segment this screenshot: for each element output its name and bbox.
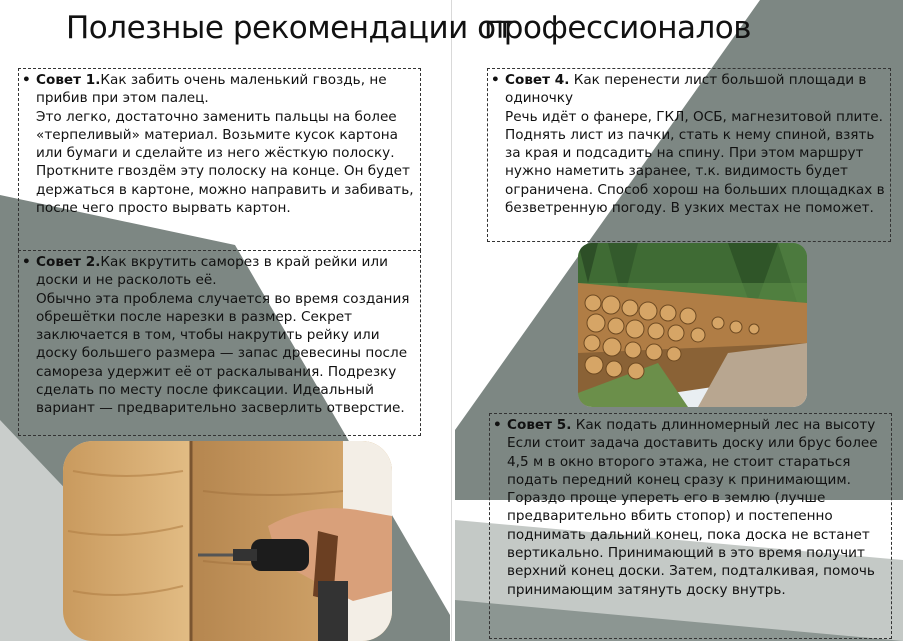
- tip-body: Обычно эта проблема случается во время создания обрешётки после нарезки в размер. Секрет заключается в том, чтобы накрутить рейку или доску большего размера — запас древесины после самореза удержит её от раскалывания. Подрезку сделать по месту после фиксации. Идеальный вариант — предварительно засверлить отверстие.: [36, 290, 410, 417]
- bullet: •: [491, 72, 500, 88]
- bullet: •: [22, 72, 31, 88]
- tip-heading: [507, 416, 887, 434]
- tip-body: Если стоит задача доставить доску или брус более 4,5 м в окно второго этажа, не стоит стараться подать передний конец сразу к принимающим. Гораздо проще упереть его в землю (лучше предварительно вбить стопор) и постепенно поднимать дальний конец, пока доска не встанет вертикально. Принимающий в это время получит верхний конец доски. Затем, подталкивая, помочь принимающим затянуть доску внутрь.: [507, 435, 878, 598]
- tip-card-2: [18, 250, 421, 436]
- page-divider: [451, 0, 452, 641]
- tip-card-4: [487, 68, 891, 242]
- tip-label: Совет 1.: [36, 72, 101, 88]
- tip-card-1: [18, 68, 421, 251]
- tip-heading: [505, 71, 886, 108]
- tip-title: Как забить очень маленький гвоздь, не прибив при этом палец.: [36, 72, 387, 107]
- bullet: •: [493, 417, 502, 433]
- tip-body: Это легко, достаточно заменить пальцы на более «терпеливый» материал. Возьмите кусок картона или бумаги и сделайте из него жёсткую полоску. Проткните гвоздём эту полоску на конце. Он будет держаться в картоне, можно направить и забивать, после чего просто вырвать картон.: [36, 108, 414, 217]
- tip-title: Как перенести лист большой площади в одиночку: [505, 72, 867, 107]
- tip-card-5: [489, 413, 892, 639]
- tip-label: Совет 4.: [505, 72, 570, 88]
- tip-heading: [36, 71, 416, 108]
- logs-photo: [578, 243, 807, 407]
- page-title-right: профессионалов: [484, 10, 752, 46]
- tip-label: Совет 5.: [507, 417, 572, 433]
- bullet: •: [22, 254, 31, 270]
- drill-photo: [63, 441, 392, 641]
- tip-label: Совет 2.: [36, 254, 101, 270]
- tip-heading: [36, 253, 416, 290]
- tip-body: Речь идёт о фанере, ГКЛ, ОСБ, магнезитовой плите. Поднять лист из пачки, стать к нему спиной, взять за края и подсадить на спину. При этом маршрут нужно наметить заранее, т.к. видимость будет ограничена. Способ хорош на больших площадках в безветренную погоду. В узких местах не поможет.: [505, 108, 885, 217]
- tip-title: Как подать длинномерный лес на высоту: [575, 417, 876, 433]
- page-title-left: Полезные рекомендации от: [66, 10, 514, 46]
- tip-title: Как вкрутить саморез в край рейки или доски и не расколоть её.: [36, 254, 388, 289]
